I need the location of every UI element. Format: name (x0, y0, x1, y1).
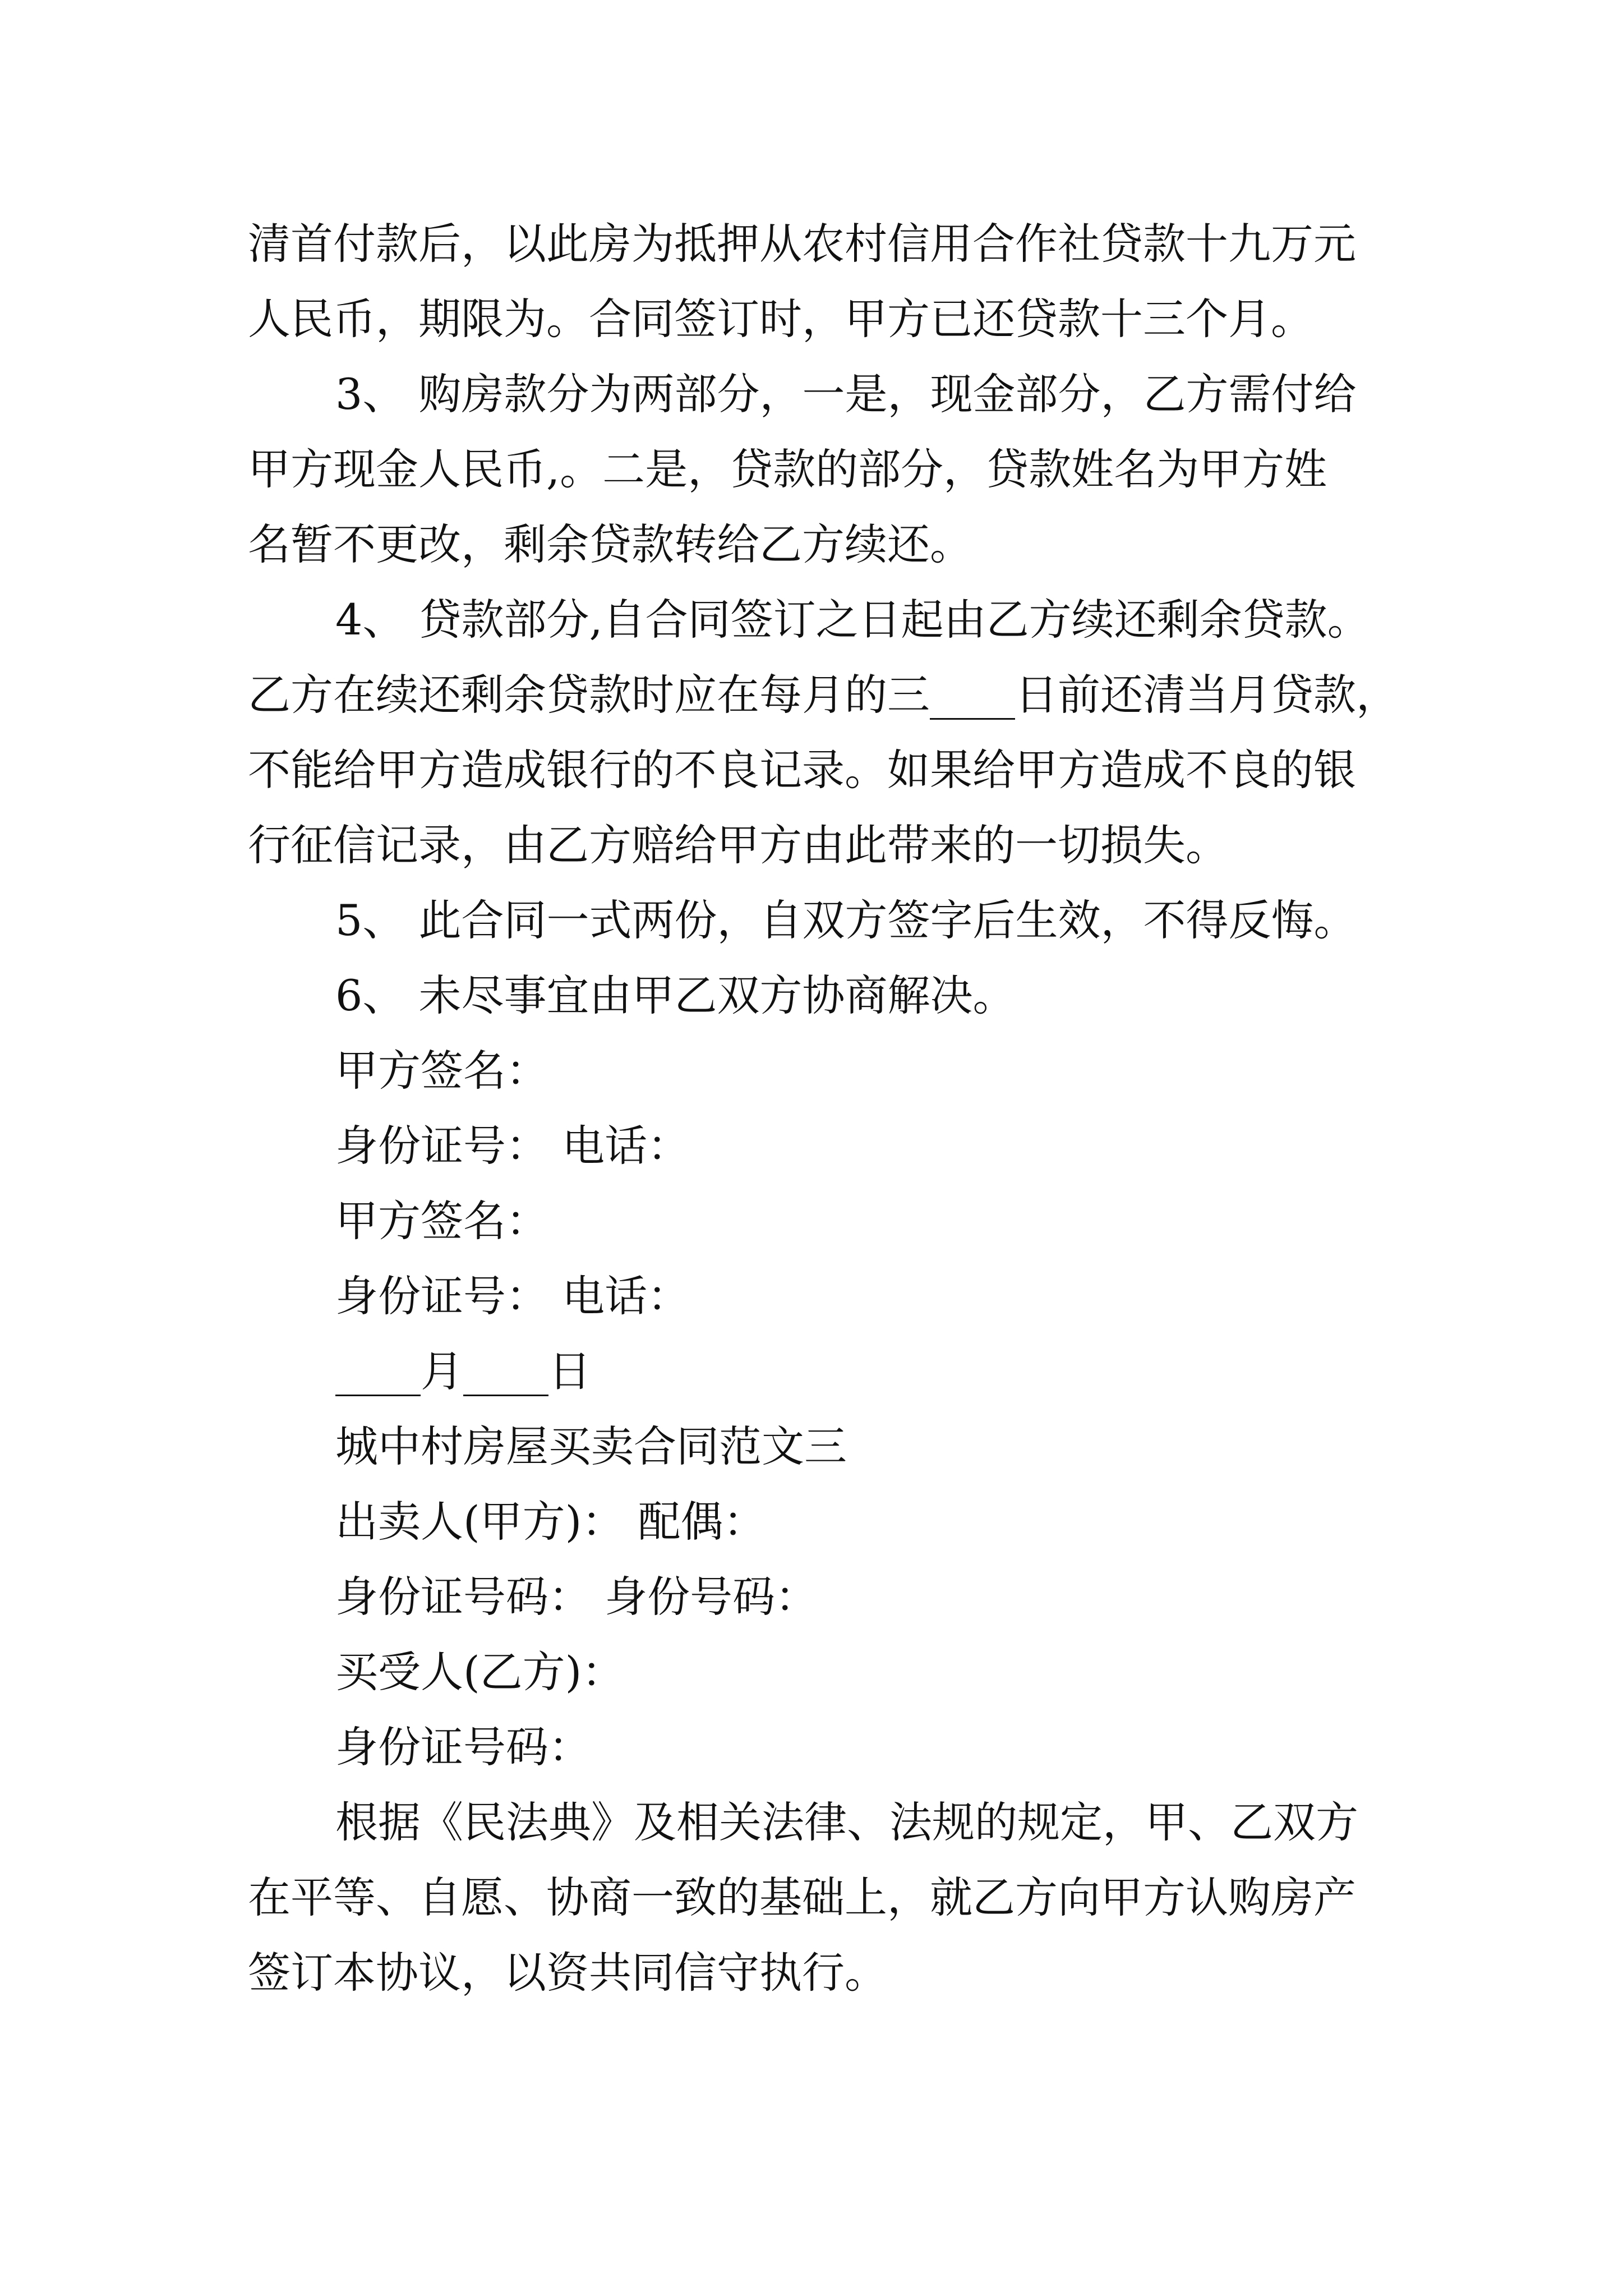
paragraph-line: 乙方在续还剩余贷款时应在每月的三____日前还清当月贷款， (248, 670, 1399, 720)
paragraph-line: 签订本协议，以资共同信守执行。 (248, 1948, 887, 1998)
clause-5-line: 5、 此合同一式两份，自双方签字后生效，不得反悔。 (335, 895, 1357, 945)
seller-id-label: 身份证号码： 身份号码： (335, 1572, 818, 1622)
buyer-id-label: 身份证号码： (335, 1722, 591, 1772)
seller-label: 出卖人(甲方)： 配偶： (335, 1497, 766, 1547)
clause-4-line: 4、 贷款部分,自合同签订之日起由乙方续还剩余贷款。 (335, 595, 1370, 645)
signature-label: 甲方签名： (335, 1046, 548, 1096)
clause-3-line: 3、 购房款分为两部分，一是，现金部分，乙方需付给 (335, 369, 1357, 419)
buyer-label: 买受人(乙方)： (335, 1647, 625, 1697)
id-phone-label: 身份证号： 电话： (335, 1271, 690, 1321)
paragraph-line: 根据《民法典》及相关法律、法规的规定，甲、乙双方 (335, 1797, 1358, 1847)
signature-label: 甲方签名： (335, 1196, 548, 1246)
id-phone-label: 身份证号： 电话： (335, 1121, 690, 1171)
paragraph-line: 清首付款后，以此房为抵押从农村信用合作社贷款十九万元 (248, 219, 1356, 269)
clause-6-line: 6、 未尽事宜由甲乙双方协商解决。 (335, 970, 1016, 1020)
paragraph-line: 行征信记录，由乙方赔给甲方由此带来的一切损失。 (248, 820, 1228, 870)
paragraph-line: 不能给甲方造成银行的不良记录。如果给甲方造成不良的银 (248, 745, 1356, 795)
section-title: 城中村房屋买卖合同范文三 (335, 1421, 847, 1471)
date-line: ____月____日 (335, 1346, 591, 1396)
paragraph-line: 名暂不更改，剩余贷款转给乙方续还。 (248, 519, 972, 569)
paragraph-line: 在平等、自愿、协商一致的基础上，就乙方向甲方认购房产 (248, 1872, 1356, 1922)
paragraph-line: 甲方现金人民币,。二是，贷款的部分，贷款姓名为甲方姓 (248, 444, 1327, 494)
paragraph-line: 人民币，期限为。合同签订时，甲方已还贷款十三个月。 (248, 294, 1313, 344)
